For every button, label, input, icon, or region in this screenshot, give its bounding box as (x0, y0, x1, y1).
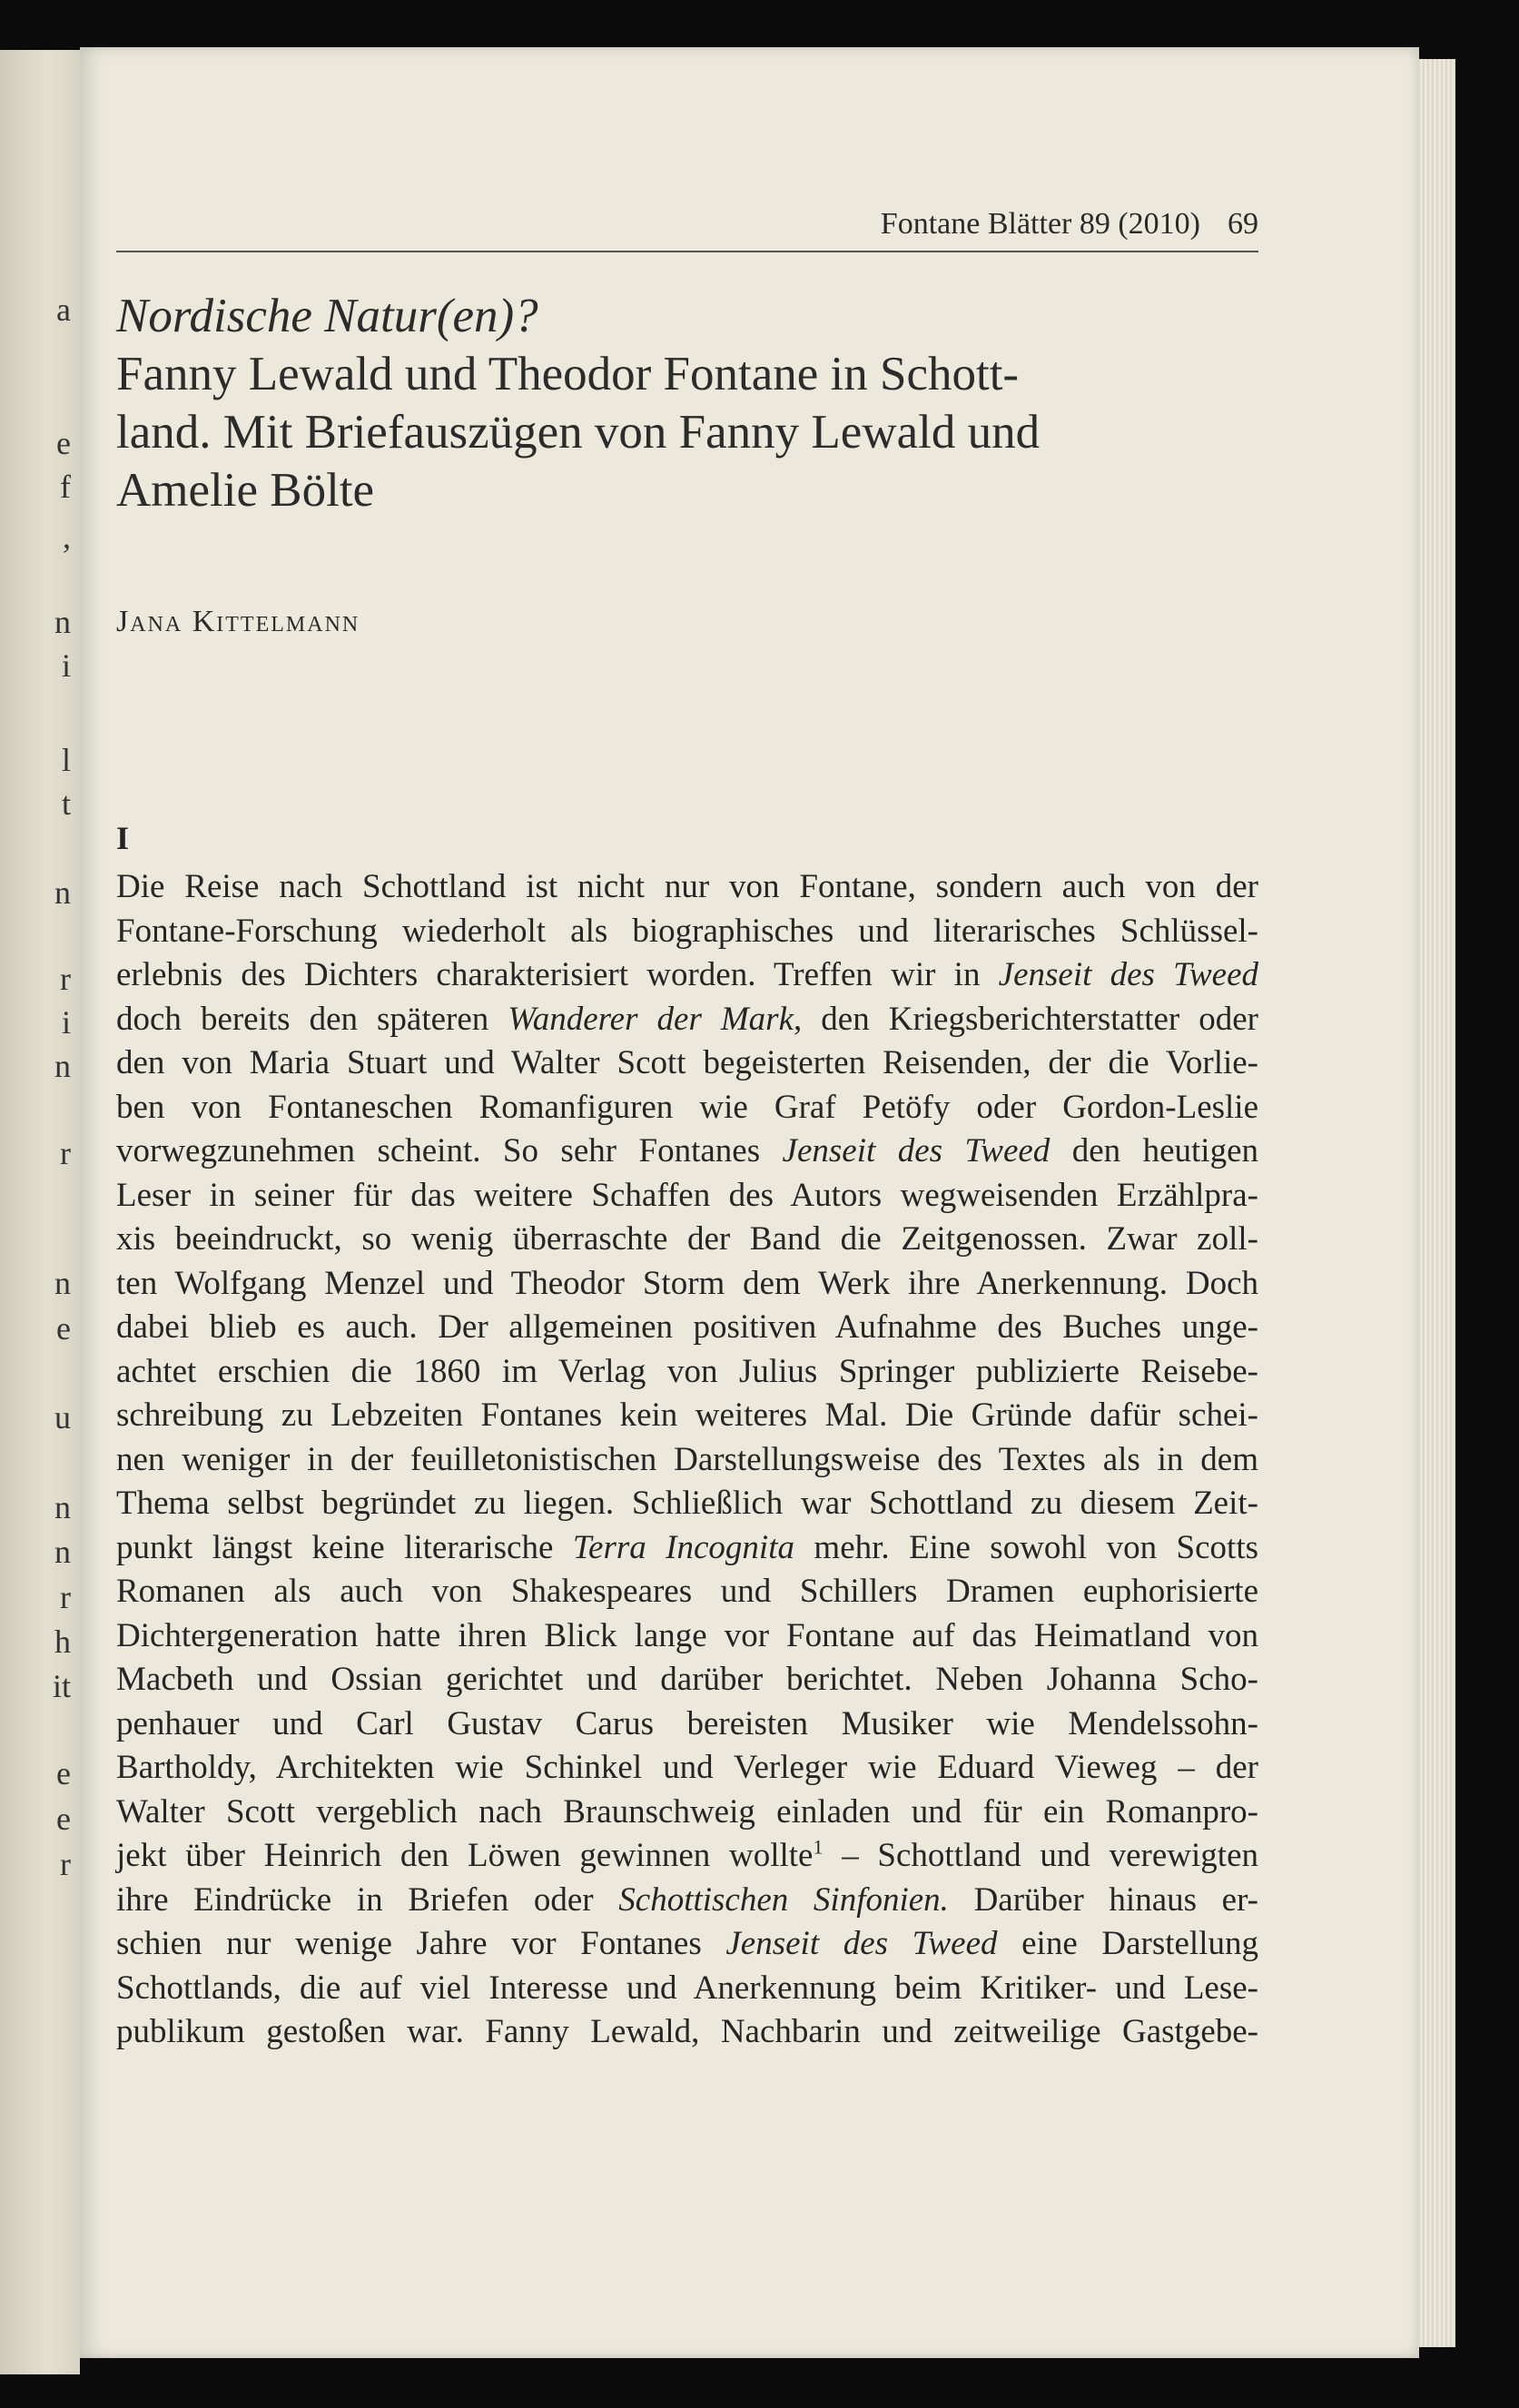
footnote-marker: 1 (813, 1835, 824, 1859)
title-line: Amelie Bölte (116, 464, 375, 517)
title-line: land. Mit Briefauszügen von Fanny Lewald und (116, 406, 1041, 459)
title-italic-line: Nordische Natur(en)? (116, 290, 538, 342)
facing-page-fragment: u (54, 1399, 71, 1436)
text-line: penhauer und Carl Gustav Carus bereisten Musiker wie Mendelssohn- (116, 1704, 1258, 1742)
facing-page-fragment: i (61, 647, 71, 684)
body-paragraph (116, 865, 1258, 2055)
text-line: dabei blieb es auch. Der allgemeinen positiven Aufnahme des Buches unge- (116, 1308, 1258, 1346)
facing-page-fragment: e (56, 1310, 71, 1347)
text-line: vorwegzunehmen scheint. So sehr Fontanes Jenseit des Tweed den heutigen (116, 1132, 1259, 1169)
facing-page-fragment: h (54, 1623, 71, 1660)
facing-page-fragment: n (54, 1048, 71, 1084)
facing-page-fragment: n (54, 604, 71, 640)
title-line: Fanny Lewald und Theodor Fontane in Schott- (116, 348, 1020, 400)
text-line: jekt über Heinrich den Löwen gewinnen wollte$^1$ – Schottland und verewigten (116, 1835, 1258, 1874)
section-number: I (116, 820, 130, 856)
facing-page-fragment: e (56, 1801, 71, 1837)
facing-page-fragment: it (52, 1668, 71, 1704)
facing-page-fragment: n (54, 1534, 71, 1570)
text-line: Thema selbst begründet zu liegen. Schließlich war Schottland zu diesem Zeit- (116, 1485, 1258, 1522)
text-line: punkt längst keine literarische Terra Incognita mehr. Eine sowohl von Scotts (116, 1528, 1258, 1566)
work-title: Jenseit des Tweed (998, 956, 1258, 993)
text-line: erlebnis des Dichters charakterisiert worden. Treffen wir in Jenseit des Tweed (116, 956, 1258, 993)
facing-page-fragment: e (56, 425, 71, 461)
facing-page-fragment: f (60, 469, 71, 505)
text-line: Bartholdy, Architekten wie Schinkel und Verleger wie Eduard Vieweg – der (116, 1749, 1258, 1786)
text-line: Leser in seiner für das weitere Schaffen des Autors wegweisenden Erzählpra- (116, 1176, 1258, 1214)
text-line: ihre Eindrücke in Briefen oder Schottischen Sinfonien. Darüber hinaus er- (116, 1880, 1258, 1919)
text-line: Fontane-Forschung wiederholt als biographisches und literarisches Schlüssel- (116, 912, 1258, 950)
facing-page-fragment: n (54, 874, 71, 911)
facing-page-fragment: e (56, 1755, 71, 1791)
text-line: doch bereits den späteren Wanderer der Mark, den Kriegsberichterstatter oder (116, 1000, 1258, 1038)
facing-page-fragment: a (56, 291, 71, 328)
work-title: Terra Incognita (572, 1528, 794, 1566)
facing-page-fragment: n (54, 1265, 71, 1301)
facing-page-fragment: r (60, 1135, 71, 1171)
text-line: Schottlands, die auf viel Interesse und Anerkennung beim Kritiker- und Lese- (116, 1969, 1258, 2007)
facing-page-fragment: n (54, 1489, 71, 1525)
text-line: ben von Fontaneschen Romanfiguren wie Graf Petöfy oder Gordon-Leslie (116, 1088, 1258, 1126)
facing-page-fragment: r (60, 961, 71, 997)
facing-page-fragment: r (60, 1846, 71, 1882)
journal-citation: Fontane Blätter 89 (2010) (880, 207, 1200, 241)
work-title: Jenseit des Tweed (725, 1925, 998, 1962)
page-stack-edge (1419, 59, 1455, 2347)
text-line: schien nur wenige Jahre vor Fontanes Jenseit des Tweed eine Darstellung (116, 1925, 1258, 1962)
text-line: den von Maria Stuart und Walter Scott begeisterten Reisenden, der die Vorlie- (116, 1044, 1258, 1081)
text-line: schreibung zu Lebzeiten Fontanes kein weiteres Mal. Die Gründe dafür schei- (116, 1396, 1258, 1434)
facing-page-fragment: i (61, 1004, 71, 1041)
facing-page-fragment: t (61, 785, 71, 822)
text-line: xis beeindruckt, so wenig überraschte der Band die Zeitgenossen. Zwar zoll- (116, 1220, 1258, 1258)
text-line: Die Reise nach Schottland ist nicht nur von Fontane, sondern auch von der (116, 868, 1258, 905)
text-line: Macbeth und Ossian gerichtet und darüber berichtet. Neben Johanna Scho- (116, 1661, 1258, 1698)
page-number: 69 (1228, 207, 1258, 241)
text-line: publikum gestoßen war. Fanny Lewald, Nachbarin und zeitweilige Gastgebe- (116, 2013, 1258, 2050)
text-line: ten Wolfgang Menzel und Theodor Storm dem Werk ihre Anerkennung. Doch (116, 1264, 1258, 1302)
facing-page-fragment: r (60, 1579, 71, 1615)
text-line: nen weniger in der feuilletonistischen Darstellungsweise des Textes als in dem (116, 1440, 1258, 1478)
facing-page-fragment: , (63, 518, 71, 555)
text-line: Romanen als auch von Shakespeares und Schillers Dramen euphorisierte (116, 1573, 1258, 1610)
running-header (116, 207, 1258, 252)
text-line: achtet erschien die 1860 im Verlag von Julius Springer publizierte Reisebe- (116, 1352, 1258, 1390)
work-title: Schottischen Sinfonien. (618, 1880, 949, 1919)
work-title: Wanderer der Mark (508, 1000, 794, 1038)
work-title: Jenseit des Tweed (782, 1132, 1050, 1169)
text-line: Dichtergeneration hatte ihren Blick lange vor Fontane auf das Heimatland von (116, 1616, 1258, 1654)
author-name: Jana Kittelmann (116, 605, 360, 638)
text-line: Walter Scott vergeblich nach Braunschweig einladen und für ein Romanpro- (116, 1792, 1258, 1831)
article-title (116, 287, 1278, 519)
facing-page-fragment: l (61, 742, 71, 778)
facing-page-edge (0, 50, 80, 2374)
